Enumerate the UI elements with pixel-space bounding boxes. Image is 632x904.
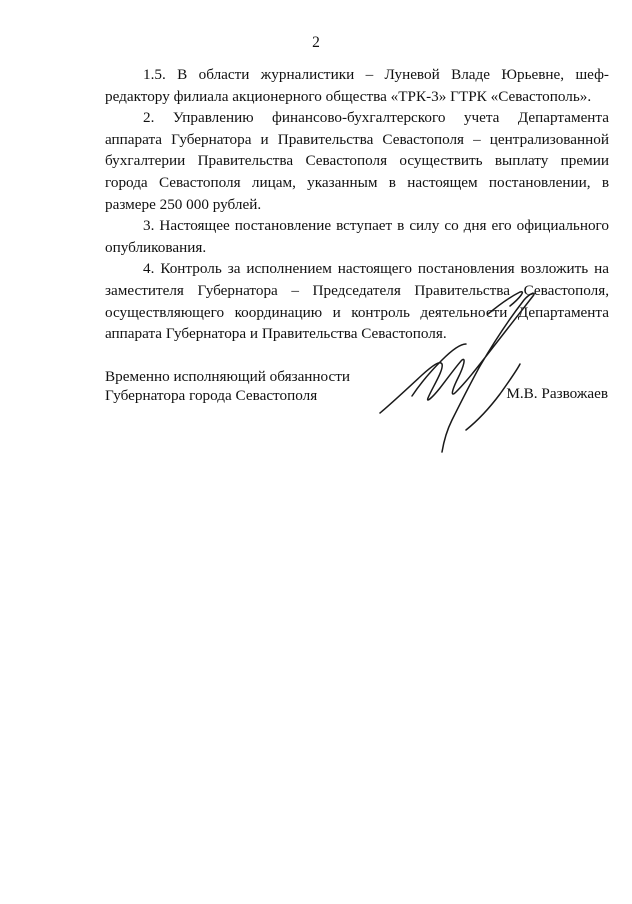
paragraph-2: 2. Управлению финансово-бухгалтерского учета Департамента аппарата Губернатора и Правительства Севастополя – централизованной бухгалтерии Правительства Севастополя осуществить выплату премии города Севастополя лицам, указанным в настоящем постановлении, в размере 250 000 рублей. [105, 109, 609, 213]
signatory-title-line2: Губернатора города Севастополя [105, 387, 318, 404]
paragraph-1-5: 1.5. В области журналистики – Луневой Владе Юрьевне, шеф-редактору филиала акционерного общества «ТРК-3» ГТРК «Севастополь». [105, 66, 609, 105]
signer-name: М.В. Развожаев [506, 385, 608, 402]
signatory-title-line1: Временно исполняющий обязанности [105, 368, 351, 385]
paragraph-4: 4. Контроль за исполнением настоящего постановления возложить на заместителя Губернатора – Председателя Правительства Севастополя, осуществляющего координацию и контроль деятельности Департамента аппарата Губернатора и Правительства Севастополя. [105, 260, 609, 343]
signatory-title [105, 367, 350, 405]
paragraph-3: 3. Настоящее постановление вступает в силу со дня его официального опубликования. [105, 217, 609, 256]
handwritten-signature [370, 280, 550, 455]
page-number: 2 [312, 34, 320, 51]
